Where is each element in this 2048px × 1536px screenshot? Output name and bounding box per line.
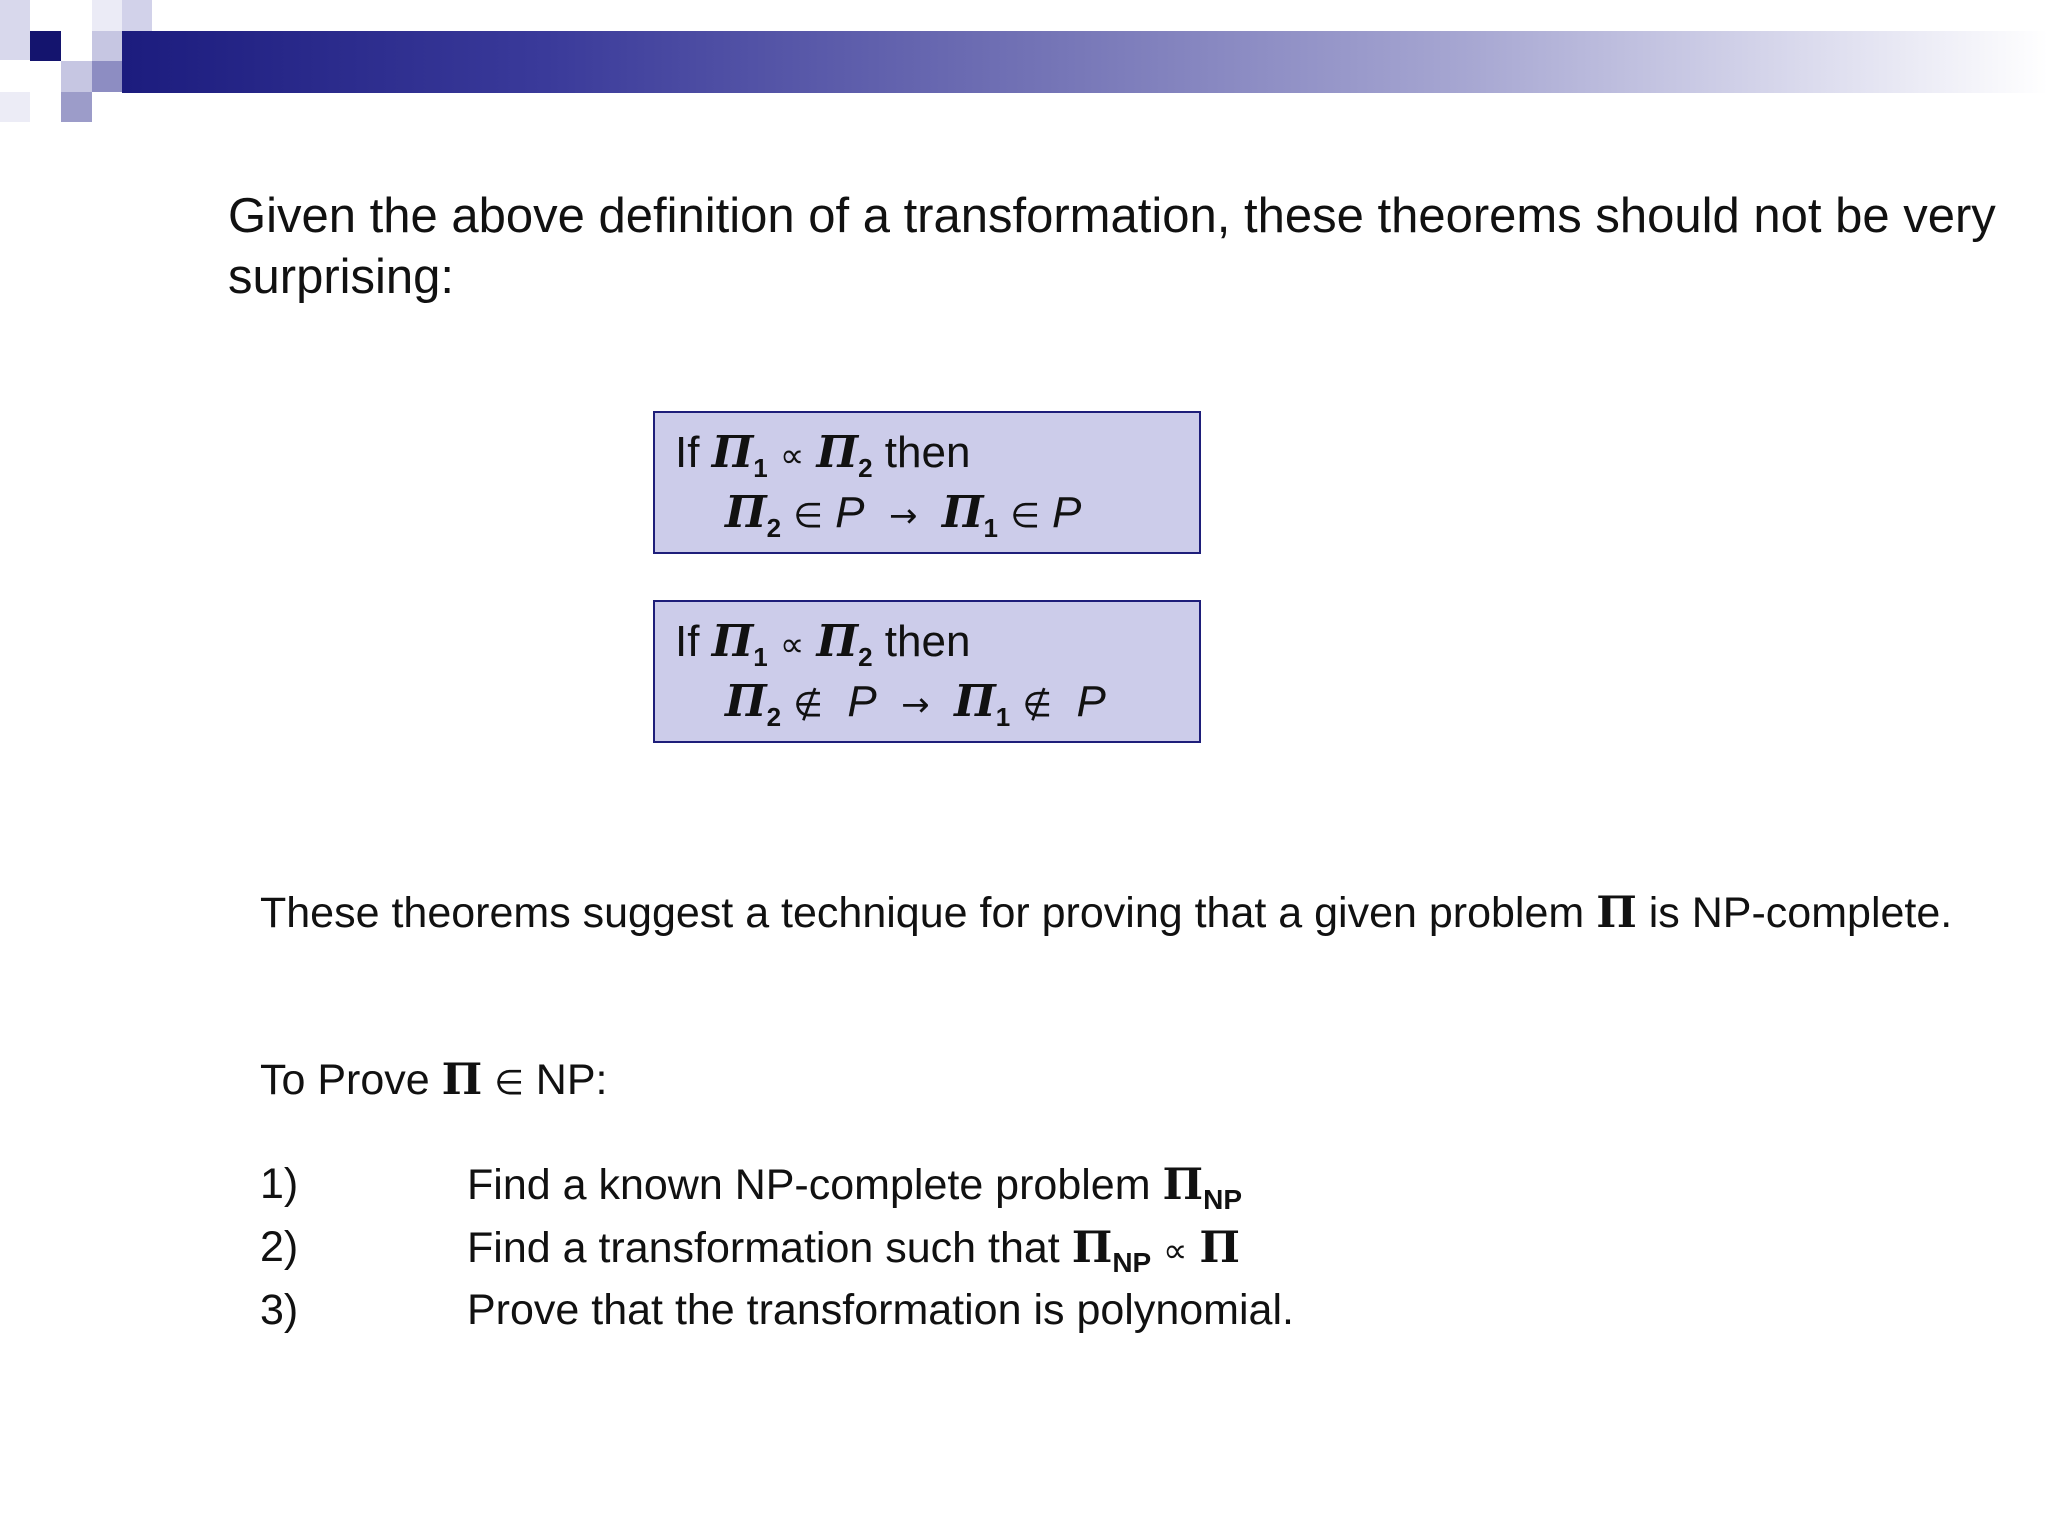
subscript: 2	[858, 642, 873, 672]
header-square	[30, 31, 61, 61]
pi-symbol: Π	[711, 616, 754, 667]
theorem-box-2	[653, 600, 1201, 743]
header-square	[92, 61, 122, 92]
pi-symbol: Π	[941, 487, 984, 538]
subscript: 1	[753, 453, 768, 483]
step-label: Find a known NP-complete problem	[467, 1161, 1151, 1209]
pi-symbol: Π	[1596, 888, 1637, 938]
header-square	[0, 0, 30, 60]
header-square	[0, 92, 30, 122]
subscript: 2	[766, 513, 782, 543]
header-square	[92, 31, 122, 61]
pi-symbol: Π	[816, 427, 859, 478]
implies-arrow: →	[888, 496, 918, 536]
subscript: 1	[995, 702, 1011, 732]
step-number: 1)	[260, 1160, 299, 1208]
proportional-symbol: ∝	[779, 625, 805, 665]
subscript: 1	[983, 513, 998, 543]
class-p: P	[1052, 488, 1082, 537]
subscript: 1	[753, 642, 768, 672]
class-p: P	[847, 677, 877, 726]
theorem-box-1	[653, 411, 1201, 554]
theorem-condition	[675, 427, 970, 484]
class-p: P	[835, 488, 865, 537]
step-number: 2)	[260, 1223, 299, 1271]
header-square	[61, 61, 92, 92]
theorem-implication	[725, 676, 1106, 733]
implies-arrow: →	[901, 685, 930, 725]
if-word: If	[675, 617, 700, 666]
prove-text-before: To Prove	[260, 1056, 430, 1104]
header-square	[92, 0, 122, 31]
class-p: P	[1076, 677, 1106, 726]
header-square	[61, 92, 92, 122]
technique-paragraph	[260, 885, 1960, 941]
pi-symbol: Π	[725, 487, 767, 538]
intro-paragraph: Given the above definition of a transformation, these theorems should not be very surprising:	[228, 189, 1996, 304]
pi-symbol: Π	[1162, 1160, 1204, 1210]
pi-symbol: Π	[1071, 1223, 1113, 1273]
header-gradient-bar	[122, 31, 2048, 93]
if-word: If	[675, 428, 700, 477]
proportional-symbol: ∝	[1163, 1231, 1188, 1271]
header-square	[122, 0, 152, 31]
theorem-implication	[725, 487, 1081, 544]
step-number: 3)	[260, 1286, 299, 1334]
subscript: 2	[858, 453, 873, 483]
step-label: Prove that the transformation is polynomial.	[467, 1286, 1294, 1334]
element-of-symbol: ∈	[494, 1063, 524, 1103]
prove-heading	[260, 1052, 1960, 1111]
subscript: 2	[766, 702, 782, 732]
element-of-symbol: ∈	[793, 496, 823, 536]
proportional-symbol: ∝	[779, 436, 805, 476]
pi-symbol: Π	[816, 616, 859, 667]
then-word: then	[884, 428, 971, 477]
pi-symbol: Π	[725, 676, 767, 727]
pi-symbol: Π	[441, 1055, 483, 1105]
theorem-condition	[675, 616, 970, 673]
step-text	[467, 1160, 1242, 1216]
step-label: Find a transformation such that	[467, 1224, 1060, 1272]
pi-symbol: Π	[954, 676, 996, 727]
technique-text-after: is NP-complete.	[1648, 889, 1953, 937]
pi-symbol: Π	[1199, 1223, 1241, 1273]
not-element-of-symbol: ∉	[793, 685, 823, 725]
then-word: then	[884, 617, 971, 666]
technique-text-before: These theorems suggest a technique for proving that a given problem	[260, 889, 1585, 937]
prove-text-after: NP:	[535, 1056, 608, 1104]
element-of-symbol: ∈	[1010, 496, 1040, 536]
subscript: NP	[1203, 1184, 1242, 1215]
not-element-of-symbol: ∉	[1022, 685, 1053, 725]
subscript: NP	[1112, 1247, 1152, 1278]
step-text	[467, 1223, 1240, 1279]
pi-symbol: Π	[711, 427, 754, 478]
